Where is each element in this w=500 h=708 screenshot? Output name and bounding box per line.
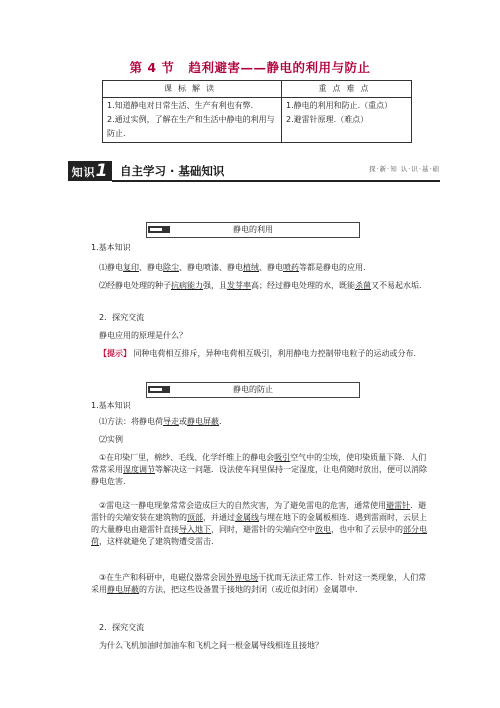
text: ①在印染厂里，棉纱、毛线、化学纤维上的静电会 [99, 453, 275, 462]
banner-rule [112, 180, 440, 182]
text: 与埋在地下的金属板相连．遇到雷雨时，云层上的大量静电由避雷针直接 [91, 513, 427, 534]
part1-item2 [91, 280, 431, 292]
text: 的方法，把这些设备置于接地的封闭（或近似封闭）金属罩中. [139, 585, 358, 594]
part1-basic-heading: 1.基本知识 [91, 243, 131, 252]
part2-example2 [91, 500, 431, 548]
blank-answer: 吸引 [274, 453, 291, 462]
part1-item1 [91, 262, 431, 274]
part2-question: 为什么飞机加油时加油车和飞机之间一根金属导线相连且接地？ [99, 641, 323, 650]
part2-method [91, 416, 431, 428]
blank-answer: 杀菌 [355, 281, 371, 290]
topic-bar-use [146, 222, 360, 238]
hint-text: 同种电荷相互排斥，异种电荷相互吸引，利用静电力控制带电粒子的运动或分布. [133, 349, 417, 358]
section-name: 趋利避害——静电的利用与防止 [188, 60, 371, 75]
blank-answer: 喷药 [283, 263, 299, 272]
part2-example1 [91, 452, 431, 488]
goals-col2-header: 重点难点 [282, 81, 412, 98]
text: 高；经过静电处理的水，既能 [251, 281, 355, 290]
blank-answer: 静电屏蔽 [187, 417, 219, 426]
blank-answer: 顶部 [187, 513, 203, 522]
topic-bar-label: 静电的利用 [233, 225, 273, 234]
topic-bar-label: 静电的防止 [233, 385, 273, 394]
part2-explore-heading: 2．探究交流 [99, 623, 145, 632]
goals-col2-cell [282, 98, 412, 143]
text: ⑵经静电处理的种子 [99, 281, 171, 290]
part1-hint [91, 348, 431, 360]
section-banner [68, 160, 440, 182]
blank-answer: 发芽率 [227, 281, 251, 290]
text: ⑴方法：将静电荷 [99, 417, 163, 426]
blank-answer: 放电 [315, 525, 331, 534]
text: 空气中的尘埃，使印染质量下降．人们常常采用 [91, 453, 427, 474]
goals-col2-line: 2.避雷针原理.（难点） [286, 115, 369, 124]
text: ，这样就避免了建筑物遭受雷击. [99, 537, 214, 546]
goals-col1-line: 2.通过实例，了解在生产和生活中静电的利用与防止. [107, 115, 275, 138]
banner-heading: 自主学习 · 基础知识 [120, 164, 225, 178]
part1-explore-heading: 2．探究交流 [99, 313, 145, 322]
blank-answer: 部分电荷 [91, 525, 427, 546]
hint-label: 【提示】 [99, 349, 131, 358]
section-number: 第 4 节 [129, 60, 175, 75]
banner-tag-number: 1 [95, 161, 109, 181]
text: ，并通过 [203, 513, 235, 522]
blank-answer: 避雷针 [386, 501, 411, 510]
page-title [0, 58, 500, 76]
part2-basic-heading: 1.基本知识 [91, 401, 131, 410]
text: 、静电 [259, 263, 283, 272]
blank-answer: 金属线 [235, 513, 259, 522]
text: ②雷电这一静电现象常常会造成巨大的自然灾害，为了避免雷电的危害，通常使用 [99, 501, 387, 510]
text: 又不易起水垢. [371, 281, 422, 290]
blank-answer: 导走 [163, 417, 179, 426]
blank-answer: 静电屏蔽 [107, 585, 139, 594]
text: ．避雷针的尖端安装在建筑物的 [91, 501, 427, 522]
banner-right-text: 探·新·知 认·识·基·础 [369, 165, 440, 173]
blank-answer: 抗病能力 [171, 281, 203, 290]
text: . [219, 417, 222, 426]
banner-tag [68, 161, 112, 181]
goals-col1-header: 课标解读 [103, 81, 282, 98]
text: 或 [179, 417, 187, 426]
part2-example3 [91, 572, 431, 596]
blank-answer: 复印 [123, 263, 139, 272]
topic-bar-prevent [146, 382, 360, 398]
blank-answer: 湿度调节 [123, 465, 155, 474]
text: 干扰而无法正常工作．针对这一类现象，人们常采用 [91, 573, 427, 594]
blank-answer: 外界电场 [226, 573, 259, 582]
blank-answer: 植绒 [243, 263, 259, 272]
part1-question: 静电应用的原理是什么？ [99, 331, 187, 340]
text: ⑴静电 [99, 263, 123, 272]
text: 、静电喷漆、静电 [179, 263, 243, 272]
text: 等解决这一问题．设法使车间里保持一定湿度，让电荷随时放出，便可以消除静电危害. [91, 465, 427, 486]
part2-examples-heading: ⑵实例 [99, 435, 123, 444]
goals-table [102, 80, 412, 143]
text: 、静电 [139, 263, 163, 272]
goals-col1-line: 1.知道静电对日常生活、生产有利也有弊. [107, 101, 254, 110]
blank-answer: 导入地下 [179, 525, 211, 534]
goals-col2-line: 1.静电的利用和防止.（重点） [286, 101, 393, 110]
text: ，也中和了云层中的 [331, 525, 403, 534]
blank-answer: 除尘 [163, 263, 179, 272]
text: 强，且 [203, 281, 227, 290]
banner-tag-text: 知识 [71, 166, 96, 179]
text: ③在生产和科研中，电磁仪器常会因 [99, 573, 227, 582]
goals-col1-cell [103, 98, 282, 143]
text: 等都是静电的应用. [299, 263, 366, 272]
text: ，同时，避雷针的尖端向空中 [211, 525, 315, 534]
